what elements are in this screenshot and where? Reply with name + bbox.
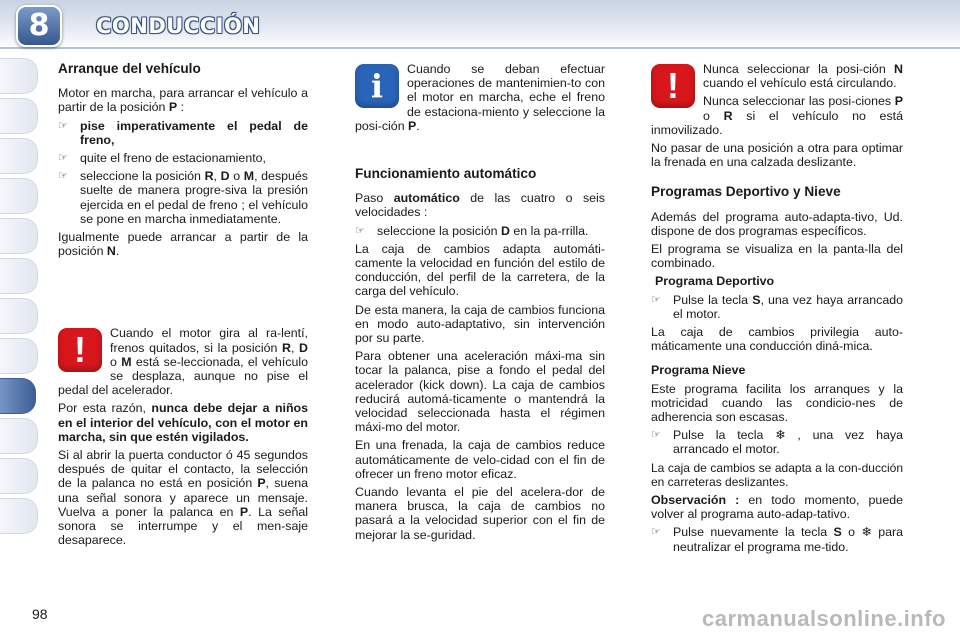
chapter-tab[interactable]: [0, 138, 38, 174]
step-text: Paso automático de las cuatro o seis velocidades :: [355, 191, 605, 220]
chapter-tab[interactable]: [0, 498, 38, 534]
pointing-hand-icon: ☞: [58, 152, 68, 165]
intro-text: Motor en marcha, para arrancar el vehículo a partir de la posición P :: [58, 86, 308, 115]
chapter-tab-active[interactable]: [0, 378, 36, 414]
section-title-automatic: Funcionamiento automático: [355, 166, 537, 182]
header-divider: [0, 47, 960, 49]
chapter-tab[interactable]: [0, 458, 38, 494]
page-header: [0, 0, 960, 50]
door-signal-text: Si al abrir la puerta conductor ó 45 segundos después de quitar el contacto, la selección de la palanca no está en posición P, suena una señal sonora y aparece un mensaje. Vuelva a poner la palanca en P. La señal sonora se interrumpe y el men-saje desaparece.: [58, 448, 308, 548]
watermark: carmanualsonline.info: [702, 606, 946, 631]
list-item: ☞ Pulse la tecla ❄ , una vez haya arrancado el motor.: [651, 428, 903, 457]
column-automatic: [355, 62, 605, 546]
chapter-tab[interactable]: [0, 258, 38, 294]
paragraph: El programa se visualiza en la panta-lla del combinado.: [651, 242, 903, 271]
neutral-start-text: Igualmente puede arrancar a partir de la posición N.: [58, 230, 308, 259]
paragraph: Para obtener una aceleración máxi-ma sin tocar la palanca, pise a fondo el pedal del acelerador (kick down). La caja de cambios reducirá automá-ticamente o mantendrá la velocidad seleccionada hasta el régimen máxi-mo del motor.: [355, 349, 605, 435]
warning-neutral-text: Nunca seleccionar la posi-ción N cuando el vehículo está circulando.: [703, 62, 903, 91]
chapter-tab[interactable]: [0, 298, 38, 334]
pointing-hand-icon: ☞: [651, 293, 661, 306]
pointing-hand-icon: ☞: [651, 526, 661, 539]
warning-text: Cuando el motor gira al ra-lentí, frenos quitados, si la posición R, D o M está se-leccionada, el vehículo se desplaza, aunque no pise el pedal del acelerador.: [58, 326, 308, 398]
chapter-tab[interactable]: [0, 218, 38, 254]
list-item: ☞ Pulse la tecla S, una vez haya arrancado el motor.: [651, 292, 903, 321]
chapter-tab[interactable]: [0, 178, 38, 214]
pointing-hand-icon: ☞: [58, 119, 68, 132]
paragraph: Este programa facilita los arranques y la motricidad cuando las condicio-nes de adherencia son escasas.: [651, 381, 903, 425]
exclamation-icon: !: [651, 64, 695, 108]
list-item: ☞ seleccione la posición D en la pa-rrilla.: [355, 223, 589, 238]
info-text: Cuando se deban efectuar operaciones de mantenimien-to con el motor en marcha, eche el freno de estaciona-miento y seleccione la posi-ción P.: [355, 62, 605, 133]
list-item: ☞ quite el freno de estacionamiento,: [58, 151, 266, 166]
info-block: [355, 62, 605, 137]
warning-block: [58, 326, 308, 547]
observation-text: Observación : en todo momento, puede volver al programa auto-adap-tativo.: [651, 493, 903, 522]
pointing-hand-icon: ☞: [651, 429, 661, 442]
chapter-number-badge: 8: [16, 5, 62, 47]
paragraph: No pasar de una posición a otra para optimar la frenada en una calzada deslizante.: [651, 141, 903, 170]
chapter-tab[interactable]: [0, 98, 38, 134]
paragraph: Cuando levanta el pie del acelera-dor de manera brusca, la caja de cambios no pasará a la velocidad superior con el fin de mejorar la se-guridad.: [355, 485, 605, 542]
paragraph: Además del programa auto-adapta-tivo, Ud. dispone de dos programas específicos.: [651, 209, 903, 238]
pointing-hand-icon: ☞: [355, 224, 365, 237]
subtitle-sport: Programa Deportivo: [655, 274, 775, 289]
section-title-programs: Programas Deportivo y Nieve: [651, 184, 841, 200]
chapter-tab[interactable]: [0, 338, 38, 374]
warning-park-text: Nunca seleccionar las posi-ciones P o R si el vehículo no está inmovilizado.: [651, 94, 903, 137]
info-icon: i: [355, 64, 399, 108]
subtitle-snow: Programa Nieve: [651, 363, 746, 378]
list-item: ☞ pise imperativamente el pedal de freno,: [58, 118, 308, 147]
paragraph: En una frenada, la caja de cambios reduce automáticamente de velo-cidad con el fin de ofrecer un freno motor eficaz.: [355, 438, 605, 481]
chapter-tabs: [0, 58, 38, 538]
exclamation-icon: !: [58, 328, 102, 372]
snowflake-icon: ❄: [861, 525, 872, 540]
chapter-tab[interactable]: [0, 418, 38, 454]
section-title-starting: Arranque del vehículo: [58, 61, 201, 76]
warning-block: [651, 62, 903, 141]
page-number: 98: [32, 606, 48, 622]
paragraph: La caja de cambios adapta automáti-camente la velocidad en función del estilo de conducción, del perfil de la carretera, de la carga del vehículo.: [355, 241, 605, 299]
snowflake-icon: ❄: [775, 428, 786, 443]
paragraph: La caja de cambios se adapta a la con-ducción en carreteras deslizantes.: [651, 460, 903, 489]
column-starting: [58, 62, 308, 551]
children-warning: Por esta razón, nunca debe dejar a niños en el interior del vehículo, con el motor en marcha, sin que estén vigilados.: [58, 401, 308, 444]
list-item: ☞ seleccione la posición R, D o M, después suelte de manera progre-siva la presión ejercida en el pedal de freno ; el vehículo se pone en marcha inmediatamente.: [58, 169, 309, 226]
chapter-title: CONDUCCIÓN: [96, 14, 261, 38]
paragraph: La caja de cambios privilegia auto-máticamente una conducción diná-mica.: [651, 325, 903, 354]
chapter-tab[interactable]: [0, 58, 38, 94]
pointing-hand-icon: ☞: [58, 170, 68, 183]
list-item: ☞ Pulse nuevamente la tecla S o ❄ para neutralizar el programa me-tido.: [651, 525, 904, 554]
column-programs: [651, 62, 903, 558]
paragraph: De esta manera, la caja de cambios funciona en modo auto-adaptativo, sin intervención por su parte.: [355, 302, 605, 346]
